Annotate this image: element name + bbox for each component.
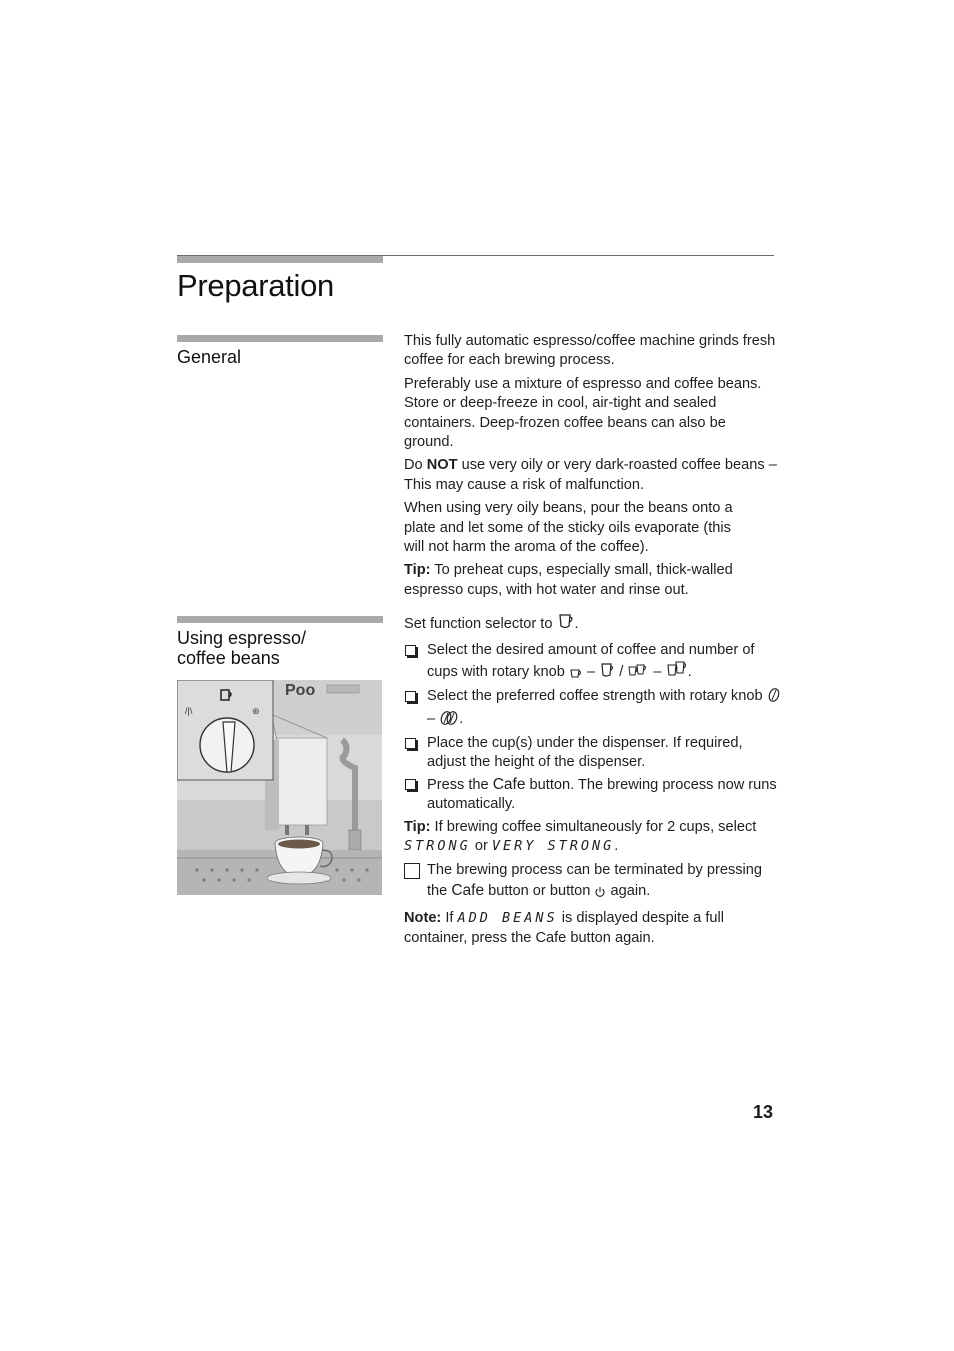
step-strength-text: Select the preferred coffee strength with rotary knob: [427, 688, 763, 705]
general-para-3-post: use very oily or very dark-roasted coffee beans – This may cause a risk of malfunction.: [404, 457, 777, 493]
beans-rule: [177, 616, 383, 623]
note-label: Note:: [404, 910, 442, 927]
note-text-b: button again.: [570, 929, 655, 946]
general-tip: [404, 561, 779, 600]
lcd-add-beans: ADD BEANS: [457, 910, 558, 927]
step-place-cup-text: Place the cup(s) under the dispenser. If required, adjust the height of the dispenser.: [427, 735, 743, 771]
general-tip-label: Tip:: [404, 562, 431, 579]
checkbox-bullet-icon: [405, 779, 416, 790]
lcd-very-strong: VERY STRONG: [491, 838, 615, 855]
checkbox-bullet-icon: [405, 645, 416, 656]
beans-tip-label: Tip:: [404, 818, 431, 835]
general-para-2: Preferably use a mixture of espresso and coffee beans. Store or deep-freeze in cool, air-tight and sealed containers. Deep-frozen coffee beans can also be ground.: [404, 375, 762, 451]
terminate-text-c: again.: [610, 882, 651, 899]
step-place-cup: [404, 734, 782, 773]
general-text: [404, 332, 779, 604]
svg-text:⊛: ⊛: [252, 706, 260, 716]
note-box-icon: [404, 863, 420, 879]
cup-icon: [557, 613, 575, 637]
double-cup-icon: [666, 661, 688, 685]
step-amount: Select the desired amount of coffee and number of cups with rotary knob – / – .: [404, 641, 782, 685]
set-selector-text: Set function selector to: [404, 616, 553, 632]
terminate-text-b: button or button: [488, 882, 591, 899]
cafe-button-label: Cafe: [492, 775, 526, 793]
checkbox-bullet-icon: [405, 691, 416, 702]
beans-tip-or: or: [474, 838, 488, 855]
terminate-note: [404, 861, 782, 904]
double-bean-icon: [439, 710, 459, 732]
double-cup-icon: [627, 663, 649, 685]
coffee-machine-illustration: [177, 680, 382, 895]
page-number: 13: [753, 1102, 774, 1122]
beans-note: [404, 909, 782, 948]
general-para-3: [404, 456, 779, 495]
beans-tip: Tip: If brewing coffee simultaneously for 2 cups, select STRONG or VERY STRONG.: [404, 818, 757, 855]
general-heading: General: [177, 347, 242, 367]
beans-tip-text: If brewing coffee simultaneously for 2 cups, select: [430, 818, 757, 835]
step-strength: Select the preferred coffee strength with rotary knob – .: [404, 687, 782, 732]
general-rule: [177, 335, 383, 342]
general-para-3-pre: Do: [404, 457, 427, 474]
beans-text: [404, 613, 782, 952]
step-press-cafe: [404, 775, 782, 815]
cafe-button-label: Cafe: [451, 881, 485, 899]
svg-text:Ρoo: Ρoo: [285, 682, 316, 699]
note-text-a: is displayed despite a full container, press the: [404, 910, 724, 946]
checkbox-bullet-icon: [405, 738, 416, 749]
note-if: If: [441, 910, 454, 927]
step-amount-text: Select the desired amount of coffee and number of cups with rotary knob: [427, 642, 755, 680]
terminate-text-a: The brewing process can be terminated by pressing the: [427, 862, 763, 899]
note-cafe-label: Cafe: [535, 929, 567, 946]
step-press-text-a: Press the: [427, 776, 489, 793]
set-selector-line: Set function selector to .: [404, 613, 782, 637]
bean-icon: [767, 687, 781, 709]
title-rule-thin: [177, 255, 774, 256]
general-para-3-bold: NOT: [426, 457, 458, 474]
general-tip-text: To preheat cups, especially small, thick-walled espresso cups, with hot water and rinse out.: [404, 562, 733, 598]
power-icon: [594, 885, 606, 904]
beans-heading: Using espresso/ coffee beans: [177, 628, 307, 668]
svg-text:/|\: /|\: [185, 706, 193, 716]
general-para-1: This fully automatic espresso/coffee machine grinds fresh coffee for each brewing process.: [404, 333, 776, 369]
machine-drawing: [177, 680, 382, 895]
lcd-strong: STRONG: [404, 838, 471, 855]
small-cup-icon: [569, 666, 583, 685]
page-title: Preparation: [177, 268, 334, 303]
step-press-text-b: button. The brewing process now runs automatically.: [427, 776, 777, 813]
general-para-4: When using very oily beans, pour the beans onto a plate and let some of the sticky oils evaporate (this will not harm the aroma of the coffee).: [404, 500, 733, 556]
title-rule-thick: [177, 256, 383, 263]
cup-icon: [599, 662, 615, 685]
